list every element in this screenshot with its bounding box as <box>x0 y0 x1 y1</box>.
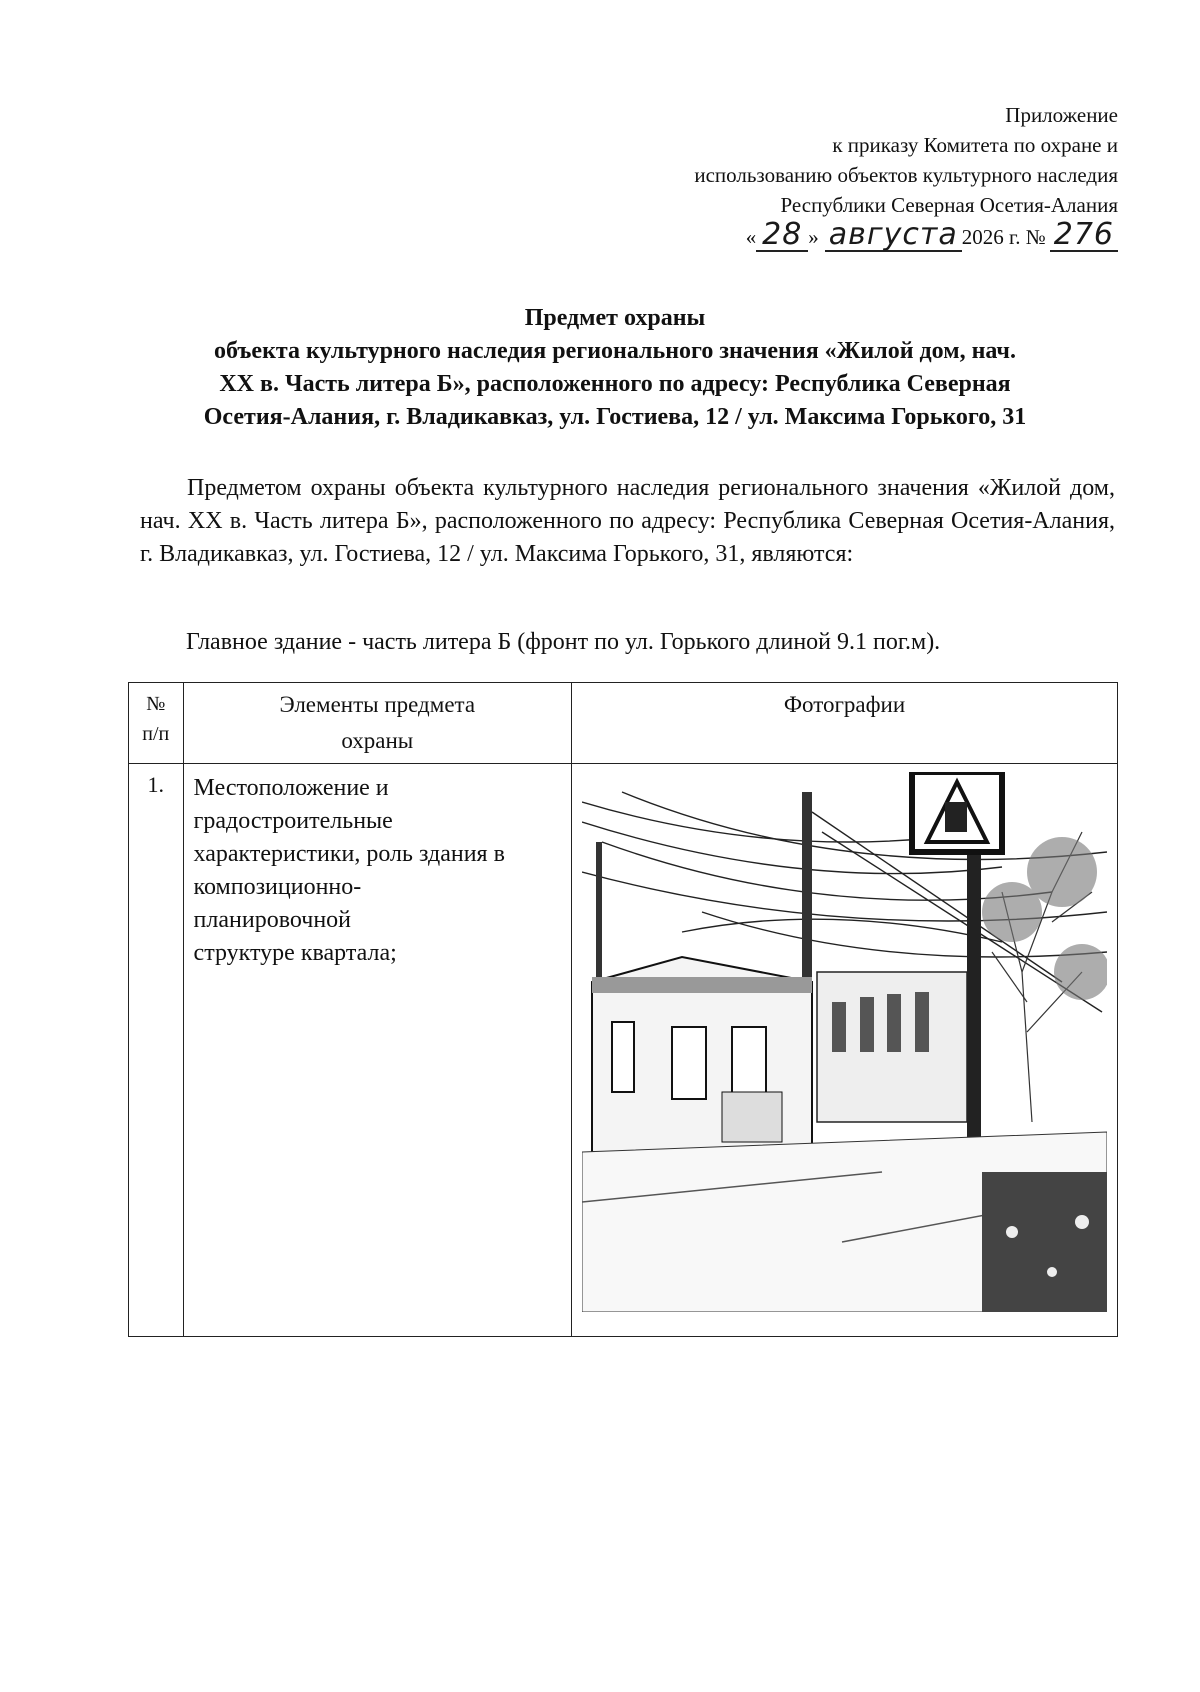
title-line-2: XX в. Часть литера Б», расположенного по адресу: Республика Северная <box>219 371 1011 397</box>
protection-elements-table <box>128 682 1118 1337</box>
handwritten-day: 28 <box>756 220 808 252</box>
title-line-1: объекта культурного наследия регионального значения «Жилой дом, нач. <box>214 338 1016 364</box>
appendix-order-ref: к приказу Комитета по охране и <box>832 133 1118 157</box>
appendix-header <box>694 100 1118 256</box>
header-photos: Фотографии <box>572 683 1118 764</box>
date-open-quote: « <box>745 225 757 249</box>
street-corner-photo <box>582 772 1107 1312</box>
handwritten-order-number: 276 <box>1050 220 1118 252</box>
header-number-abbr: п/п <box>142 723 170 745</box>
appendix-republic: Республики Северная Осетия-Алания <box>780 193 1118 217</box>
header-number <box>129 683 184 764</box>
header-elements <box>183 683 571 764</box>
header-elements-line-1: Элементы предмета <box>279 692 476 717</box>
element-line: структуре квартала; <box>193 940 397 966</box>
element-line: композиционно- <box>193 874 362 900</box>
appendix-committee: использованию объектов культурного наследия <box>694 163 1118 187</box>
intro-paragraph: Предметом охраны объекта культурного наследия регионального значения «Жилой дом, нач. XX в. Часть литера Б», расположенного по адресу: Республика Северная Осетия-Алания, г. Владикавказ, ул. Гостиева, 12 / ул. Максима Горького, 31, являются: <box>140 475 1115 567</box>
date-close-quote: » <box>808 225 819 249</box>
main-building-subheading: Главное здание - часть литера Б (фронт по ул. Горького длиной 9.1 пог.м). <box>186 629 941 655</box>
order-date-line <box>694 217 1118 256</box>
row-number: 1. <box>129 764 184 1337</box>
row-photo-cell <box>572 764 1118 1337</box>
appendix-title: Приложение <box>1005 103 1118 127</box>
element-line: градостроительные <box>193 808 393 834</box>
date-year: 2026 г. № <box>961 225 1046 249</box>
row-element-description <box>183 764 571 1337</box>
street-photo-illustration <box>582 772 1107 1312</box>
header-number-sign: № <box>146 693 166 715</box>
table-row <box>129 764 1118 1337</box>
element-line: Местоположение и <box>193 775 389 801</box>
element-line: планировочной <box>193 907 352 933</box>
title-line-3: Осетия-Алания, г. Владикавказ, ул. Гостиева, 12 / ул. Максима Горького, 31 <box>203 404 1027 430</box>
element-line: характеристики, роль здания в <box>193 841 505 867</box>
title-main: Предмет охраны <box>524 305 706 331</box>
header-elements-line-2: охраны <box>341 728 414 753</box>
document-title <box>120 302 1110 434</box>
handwritten-month: августа <box>825 220 962 252</box>
table-header-row <box>129 683 1118 764</box>
